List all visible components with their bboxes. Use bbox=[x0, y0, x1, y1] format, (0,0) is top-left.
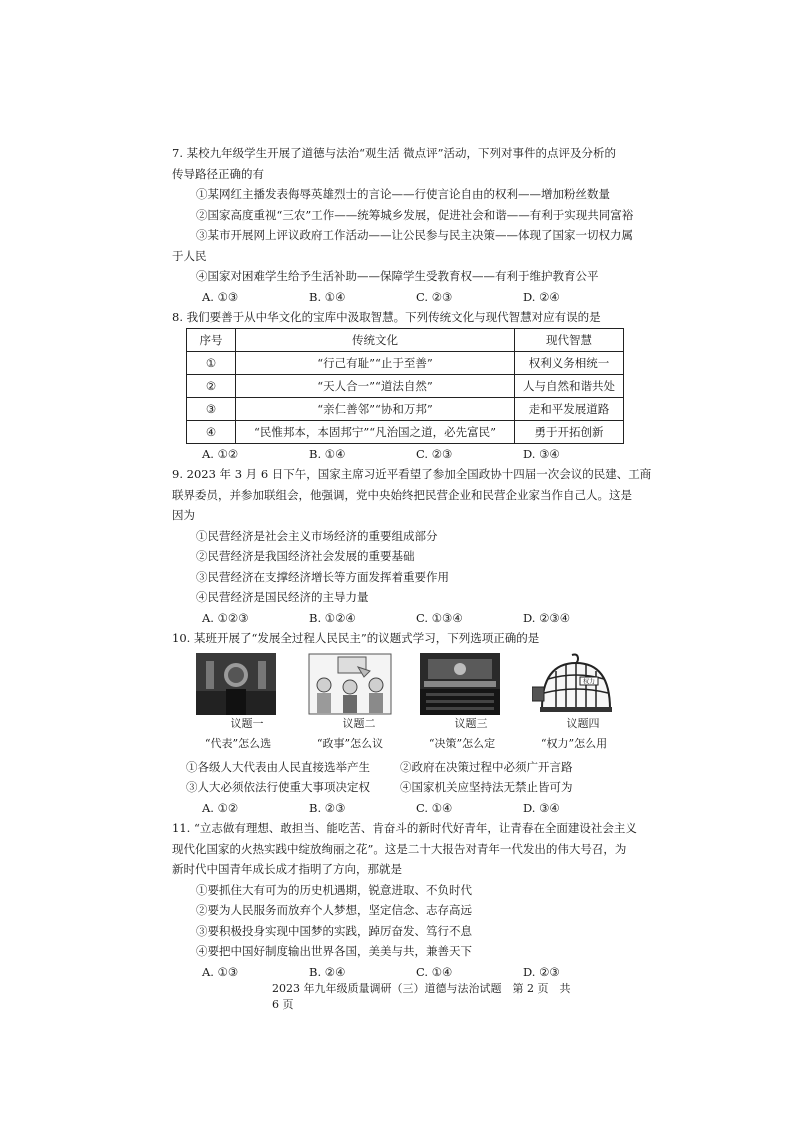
q11-option-b: B. ②④ bbox=[309, 964, 346, 979]
q7-item-1: ①某网红主播发表侮辱英雄烈士的言论——行使言论自由的权利——增加粉丝数量 bbox=[196, 187, 610, 201]
topic-2-label: 议题二 bbox=[342, 716, 376, 730]
q9-option-c: C. ①③④ bbox=[416, 610, 463, 625]
topic-4-label: 议题四 bbox=[566, 716, 600, 730]
q9-item-1: ①民营经济是社会主义市场经济的重要组成部分 bbox=[196, 528, 438, 543]
q8-cell-number: ④ bbox=[187, 420, 236, 443]
q9-option-b: B. ①②④ bbox=[309, 610, 356, 625]
q11-options bbox=[172, 962, 632, 983]
q8-cell-tradition: “行己有耻”“止于至善” bbox=[236, 351, 515, 374]
q8-cell-number: ① bbox=[187, 351, 236, 374]
page-footer: 2023 年九年级质量调研（三）道德与法治试题 第 2 页 共 6 页 bbox=[272, 982, 571, 1011]
table-row bbox=[187, 397, 624, 420]
topic-1-picture bbox=[182, 653, 294, 757]
q11-stem-line-3: 新时代中国青年成长成才指明了方向，那就是 bbox=[172, 862, 402, 876]
q10-pictures bbox=[182, 653, 632, 757]
exam-page bbox=[172, 143, 652, 982]
q10-item-3: ③人大必须依法行使重大事项决定权 bbox=[186, 780, 370, 794]
q10-option-a: A. ①② bbox=[202, 800, 239, 815]
q7-option-d: D. ②④ bbox=[523, 289, 560, 304]
q11-item-4: ④要把中国好制度输出世界各国，美美与共，兼善天下 bbox=[196, 944, 472, 958]
q10-items-row-1 bbox=[172, 757, 632, 778]
q7-stem-line-1: 7. 某校九年级学生开展了道德与法治“观生活 微点评”活动，下列对事件的点评及分析的 bbox=[172, 146, 617, 160]
q7-item-4: ④国家对困难学生给予生活补助——保障学生受教育权——有利于维护教育公平 bbox=[196, 269, 599, 283]
table-row bbox=[187, 374, 624, 397]
q7-item-2: ②国家高度重视“三农”工作——统筹城乡发展，促进社会和谐——有利于实现共同富裕 bbox=[196, 207, 634, 222]
q9-item-4: ④民营经济是国民经济的主导力量 bbox=[196, 590, 369, 604]
q8-header-wisdom: 现代智慧 bbox=[515, 328, 624, 351]
discussion-cartoon-icon bbox=[308, 653, 392, 715]
q7-options bbox=[172, 287, 632, 308]
q10-option-d: D. ③④ bbox=[523, 800, 560, 815]
topic-2-caption: “政事”怎么议 bbox=[316, 736, 384, 750]
q7-stem-line-2: 传导路径正确的有 bbox=[172, 166, 264, 181]
q8-options bbox=[172, 444, 632, 465]
q11-stem-line-1: 11. “立志做有理想、敢担当、能吃苦、肯奋斗的新时代好青年，让青春在全面建设社会主义 bbox=[172, 821, 637, 835]
q9-stem-line-3: 因为 bbox=[172, 508, 195, 522]
q8-cell-tradition: “亲仁善邻”“协和万邦” bbox=[236, 397, 515, 420]
q11-item-2: ②要为人民服务而放弃个人梦想，坚定信念、志存高远 bbox=[196, 903, 472, 917]
q10-stem: 10. 某班开展了“发展全过程人民民主”的议题式学习，下列选项正确的是 bbox=[172, 631, 540, 645]
topic-4-picture bbox=[518, 653, 630, 757]
question-8 bbox=[172, 307, 632, 464]
q8-cell-number: ③ bbox=[187, 397, 236, 420]
q8-cell-tradition: “天人合一”“道法自然” bbox=[236, 374, 515, 397]
q8-option-b: B. ①④ bbox=[309, 446, 346, 461]
question-9 bbox=[172, 464, 652, 628]
q9-option-a: A. ①②③ bbox=[202, 610, 249, 625]
q8-cell-wisdom: 勇于开拓创新 bbox=[515, 420, 624, 443]
q10-item-1: ①各级人大代表由人民直接选举产生 bbox=[186, 759, 370, 774]
q7-item-3-continued: 于人民 bbox=[172, 248, 207, 263]
q11-item-1: ①要抓住大有可为的历史机遇期，锐意进取、不负时代 bbox=[196, 882, 472, 897]
q9-option-d: D. ②③④ bbox=[523, 610, 571, 625]
q8-header-tradition: 传统文化 bbox=[236, 328, 515, 351]
topic-3-picture bbox=[406, 653, 518, 757]
q8-header-number: 序号 bbox=[187, 328, 236, 351]
table-row bbox=[187, 351, 624, 374]
q9-stem-line-1: 9. 2023 年 3 月 6 日下午，国家主席习近平看望了参加全国政协十四届一次会议的民建、工商 bbox=[172, 467, 652, 481]
q8-table bbox=[186, 328, 624, 444]
q8-cell-tradition: “民惟邦本，本固邦宁”“凡治国之道，必先富民” bbox=[236, 420, 515, 443]
q7-option-a: A. ①③ bbox=[202, 289, 239, 304]
q7-option-b: B. ①④ bbox=[309, 289, 346, 304]
q8-cell-wisdom: 人与自然和谐共处 bbox=[515, 374, 624, 397]
topic-2-picture bbox=[294, 653, 406, 757]
q10-item-2: ②政府在决策过程中必须广开言路 bbox=[400, 759, 573, 774]
q8-cell-wisdom: 走和平发展道路 bbox=[515, 397, 624, 420]
q8-cell-number: ② bbox=[187, 374, 236, 397]
topic-4-caption: “权力”怎么用 bbox=[540, 736, 608, 750]
q7-item-3: ③某市开展网上评议政府工作活动——让公民参与民主决策——体现了国家一切权力属 bbox=[196, 228, 633, 242]
q11-option-a: A. ①③ bbox=[202, 964, 239, 979]
q9-item-3: ③民营经济在支撑经济增长等方面发挥着重要作用 bbox=[196, 569, 449, 584]
cage-tag-text: 权力 bbox=[582, 678, 596, 685]
q8-option-d: D. ③④ bbox=[523, 446, 560, 461]
table-row bbox=[187, 420, 624, 443]
q10-option-b: B. ②③ bbox=[309, 800, 346, 815]
election-photo-icon bbox=[196, 653, 276, 715]
q10-options bbox=[172, 798, 632, 819]
power-cage-cartoon-icon bbox=[532, 653, 616, 715]
q9-stem-line-2: 联界委员，并参加联组会，他强调，党中央始终把民营企业和民营企业家当作自己人。这是 bbox=[172, 487, 632, 502]
topic-1-caption: “代表”怎么选 bbox=[204, 736, 272, 750]
q9-item-2: ②民营经济是我国经济社会发展的重要基础 bbox=[196, 549, 415, 563]
q11-option-d: D. ②③ bbox=[523, 964, 560, 979]
question-11 bbox=[172, 818, 637, 982]
q11-item-3: ③要积极投身实现中国梦的实践，踔厉奋发、笃行不息 bbox=[196, 923, 472, 938]
q11-option-c: C. ①④ bbox=[416, 964, 453, 979]
q8-option-c: C. ②③ bbox=[416, 446, 453, 461]
q8-cell-wisdom: 权利义务相统一 bbox=[515, 351, 624, 374]
congress-hall-photo-icon bbox=[420, 653, 500, 715]
q11-stem-line-2: 现代化国家的火热实践中绽放绚丽之花”。这是二十大报告对青年一代发出的伟大号召，为 bbox=[172, 841, 627, 856]
topic-3-label: 议题三 bbox=[454, 716, 488, 730]
q10-items-row-2 bbox=[172, 777, 632, 798]
q7-option-c: C. ②③ bbox=[416, 289, 453, 304]
topic-1-label: 议题一 bbox=[230, 716, 264, 730]
q8-option-a: A. ①② bbox=[202, 446, 239, 461]
q8-stem: 8. 我们要善于从中华文化的宝库中汲取智慧。下列传统文化与现代智慧对应有误的是 bbox=[172, 310, 601, 324]
q10-option-c: C. ①④ bbox=[416, 800, 453, 815]
q8-table-header bbox=[187, 328, 624, 351]
topic-3-caption: “决策”怎么定 bbox=[428, 736, 496, 750]
question-7 bbox=[172, 143, 632, 307]
q9-options bbox=[172, 608, 632, 629]
question-10 bbox=[172, 628, 632, 818]
q10-item-4: ④国家机关应坚持法无禁止皆可为 bbox=[400, 780, 573, 794]
